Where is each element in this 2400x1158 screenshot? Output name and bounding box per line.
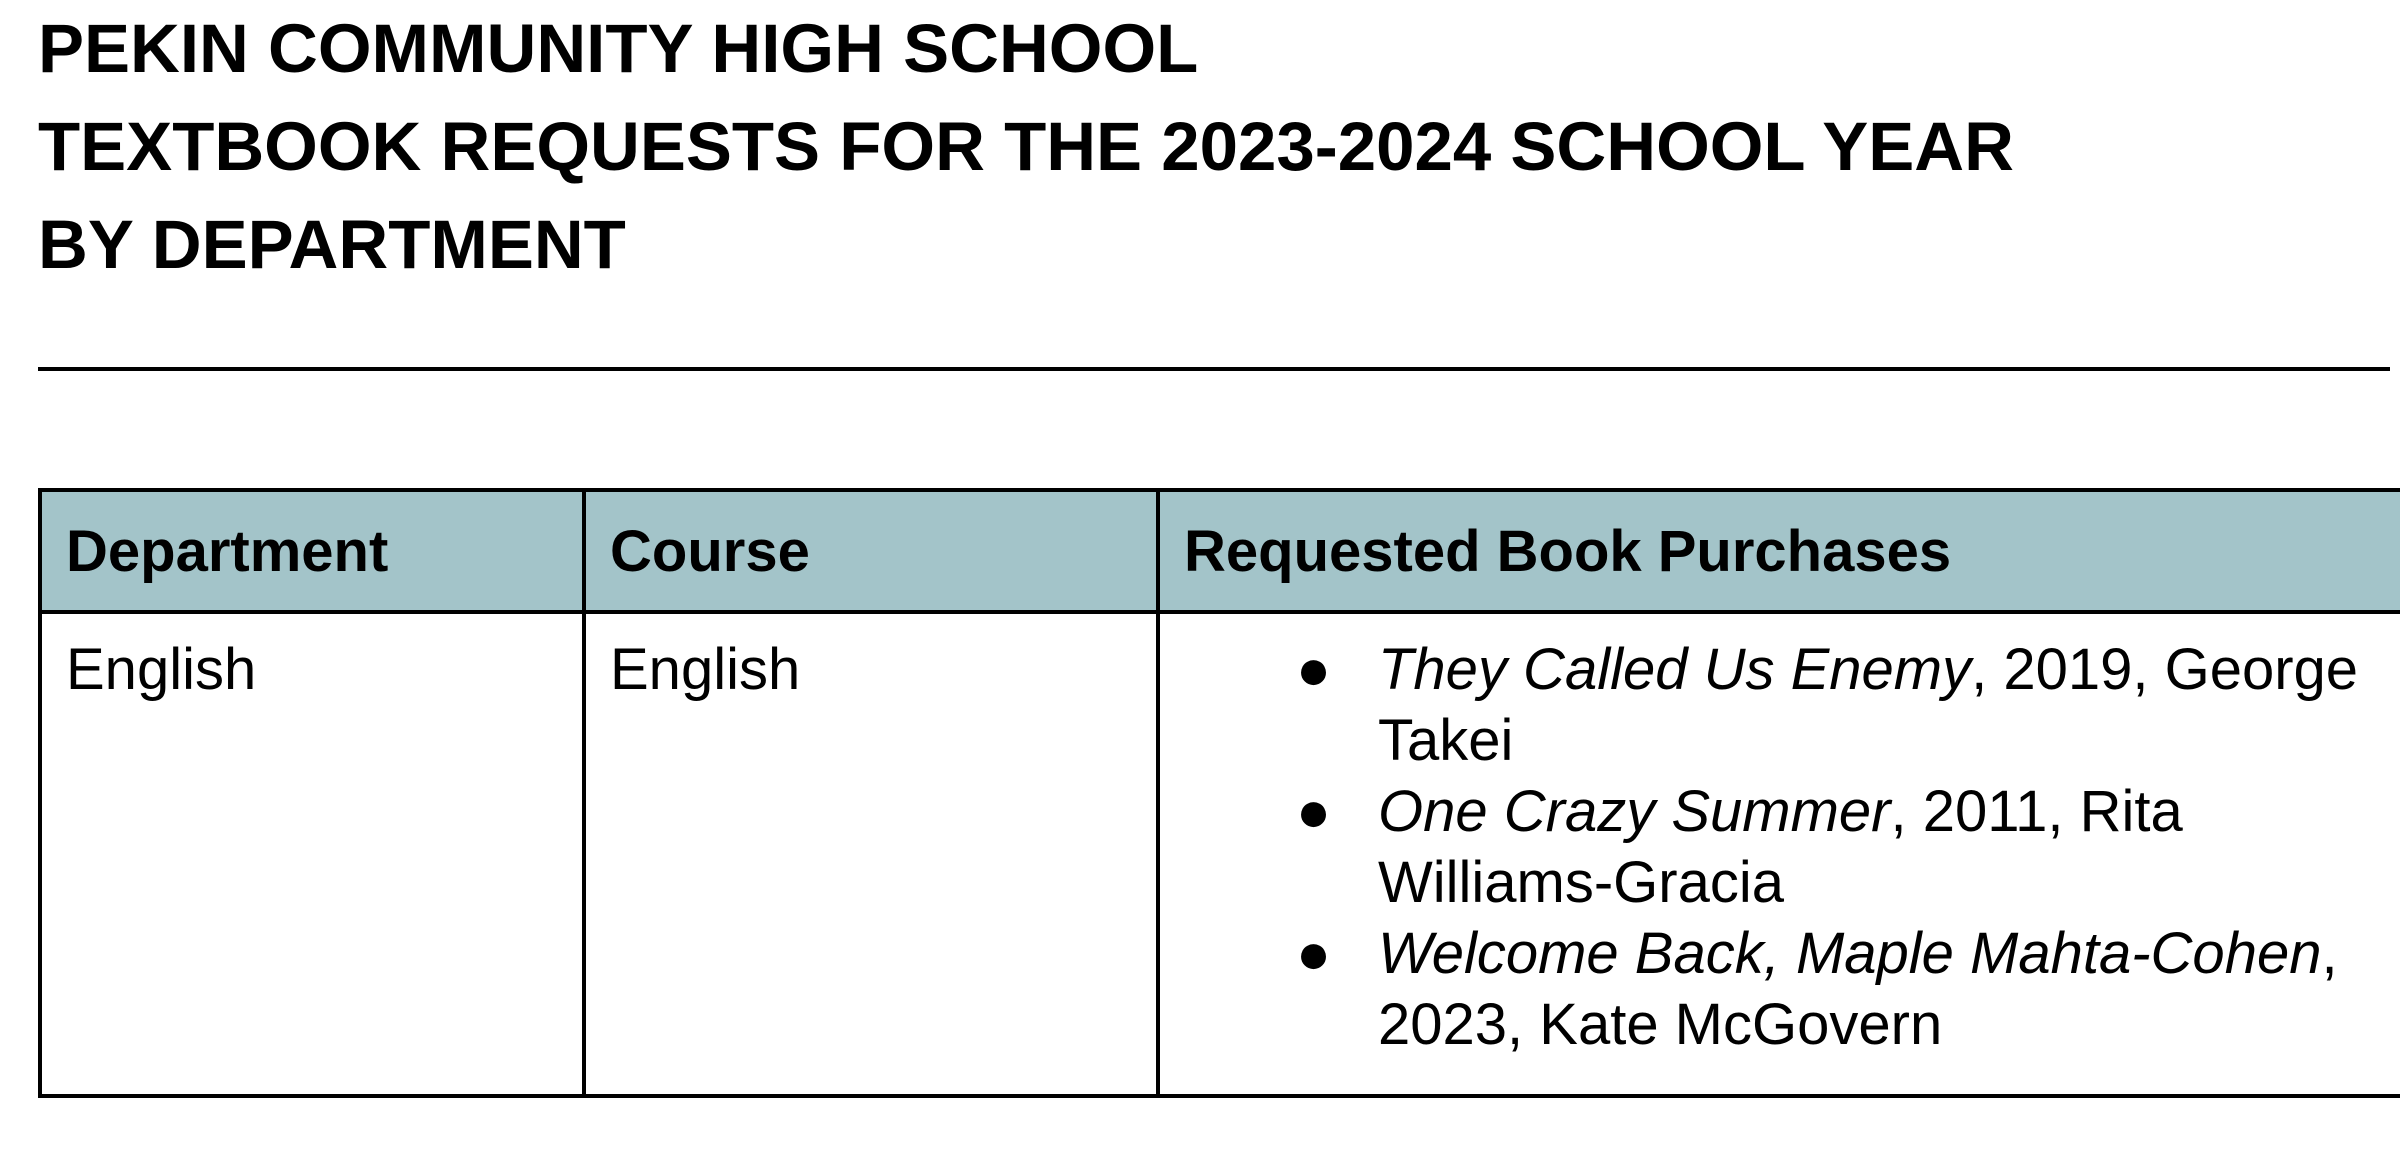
column-header-department: Department (40, 490, 584, 612)
book-details: , 2023, Kate McGovern (1378, 921, 2338, 1057)
horizontal-rule (38, 367, 2390, 371)
list-item (1184, 776, 2376, 918)
list-item (1184, 634, 2376, 776)
book-title: They Called Us Enemy (1378, 637, 1972, 702)
table-header-row (40, 490, 2400, 612)
book-details: , 2019, George Takei (1378, 637, 2359, 773)
table-row (40, 612, 2400, 1096)
document-title (38, 0, 2358, 294)
bullet-icon: ● (1296, 637, 1332, 702)
cell-requested-books (1158, 612, 2400, 1096)
title-requests-line: TEXTBOOK REQUESTS FOR THE 2023-2024 SCHOOL YEAR (38, 108, 2014, 185)
list-item (1184, 918, 2376, 1060)
bullet-icon: ● (1296, 921, 1332, 986)
bullet-icon: ● (1296, 779, 1332, 844)
title-school-name: PEKIN COMMUNITY HIGH SCHOOL (38, 10, 1199, 87)
book-title: Welcome Back, Maple Mahta-Cohen (1378, 921, 2322, 986)
book-details: , 2011, Rita Williams-Gracia (1378, 779, 2183, 915)
title-by-department: BY DEPARTMENT (38, 206, 626, 283)
cell-department: English (40, 612, 584, 1096)
column-header-requested-books: Requested Book Purchases (1158, 490, 2400, 612)
book-title: One Crazy Summer (1378, 779, 1891, 844)
requests-table (38, 488, 2400, 1098)
column-header-course: Course (584, 490, 1158, 612)
cell-course: English (584, 612, 1158, 1096)
book-list (1184, 634, 2376, 1060)
